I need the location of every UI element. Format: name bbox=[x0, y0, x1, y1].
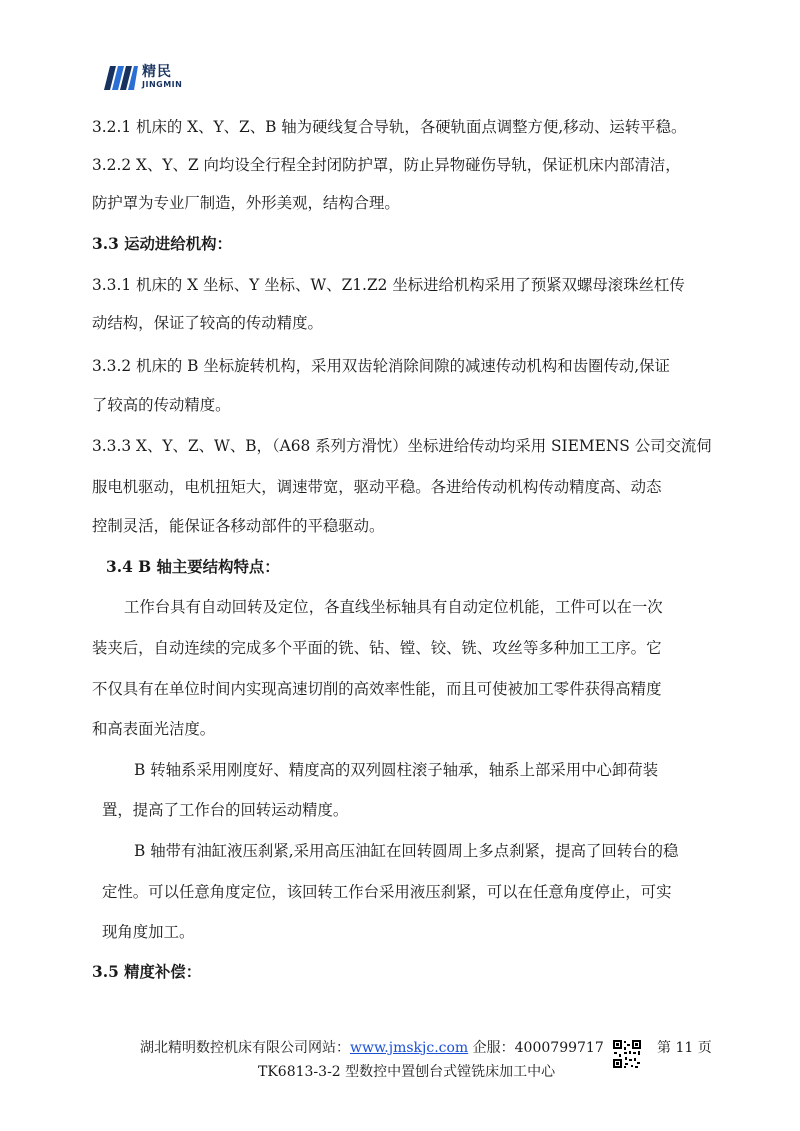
paragraph-3-4-a-line3: 不仅具有在单位时间内实现高速切削的高效率性能，而且可使被加工零件获得高精度 bbox=[92, 680, 662, 698]
paragraph-3-4-b-line1: B 转轴系采用刚度好、精度高的双列圆柱滚子轴承，轴系上部采用中心卸荷装 bbox=[134, 761, 659, 779]
heading-3-4: 3.4 B 轴主要结构特点： bbox=[106, 558, 280, 576]
company-logo bbox=[104, 60, 182, 94]
paragraph-3-4-a-line4: 和高表面光洁度。 bbox=[92, 720, 216, 738]
paragraph-3-3-3-line1: 3.3.3 X、Y、Z、W、B，（A68 系列方滑忱）坐标进给传动均采用 SIEMENS 公司交流伺 bbox=[92, 437, 712, 455]
footer-website-link[interactable]: www.jmskjc.com bbox=[350, 1040, 469, 1056]
paragraph-3-4-c-line2: 定性。可以任意角度定位，该回转工作台采用液压刹紧，可以在任意角度停止，可实 bbox=[102, 883, 672, 901]
paragraph-3-2-1: 3.2.1 机床的 X、Y、Z、B 轴为硬线复合导轨，各硬轨面点调整方便,移动、运转平稳。 bbox=[92, 118, 687, 136]
paragraph-3-3-3-line2: 服电机驱动，电机扭矩大，调速带宽，驱动平稳。各进给传动机构传动精度高、动态 bbox=[92, 478, 662, 496]
heading-3-3: 3.3 运动进给机构： bbox=[92, 235, 232, 253]
logo-text-cn: 精民 bbox=[142, 64, 172, 80]
paragraph-3-3-2-line2: 了较高的传动精度。 bbox=[92, 396, 231, 414]
paragraph-3-4-c-line3: 现角度加工。 bbox=[102, 923, 195, 941]
paragraph-3-4-c-line1: B 轴带有油缸液压刹紧,采用高压油缸在回转圆周上多点刹紧，提高了回转台的稳 bbox=[134, 842, 679, 860]
footer-company-name: 湖北精明数控机床有限公司网站： bbox=[140, 1040, 350, 1056]
qr-code-icon bbox=[612, 1039, 642, 1069]
footer-service-phone: 企服：4000799717 bbox=[468, 1040, 604, 1056]
logo-text-en: JINGMIN bbox=[142, 80, 183, 89]
footer-product-name: TK6813-3-2 型数控中置刨台式镗铣床加工中心 bbox=[258, 1064, 556, 1080]
page-number: 第 11 页 bbox=[657, 1040, 712, 1056]
paragraph-3-3-3-line3: 控制灵活，能保证各移动部件的平稳驱动。 bbox=[92, 517, 385, 535]
jingmin-logo-icon bbox=[104, 62, 138, 92]
heading-3-5: 3.5 精度补偿： bbox=[92, 963, 202, 981]
paragraph-3-3-2-line1: 3.3.2 机床的 B 坐标旋转机构，采用双齿轮消除间隙的减速传动机构和齿圈传动,保证 bbox=[92, 357, 670, 375]
paragraph-3-4-a-line2: 装夹后，自动连续的完成多个平面的铣、钻、镗、铰、铣、攻丝等多种加工工序。它 bbox=[92, 639, 662, 657]
paragraph-3-2-2-line1: 3.2.2 X、Y、Z 向均设全行程全封闭防护罩，防止异物碰伤导轨，保证机床内部清洁， bbox=[92, 156, 681, 174]
paragraph-3-3-1-line1: 3.3.1 机床的 X 坐标、Y 坐标、W、Z1.Z2 坐标进给机构采用了预紧双螺母滚珠丝杠传 bbox=[92, 276, 685, 294]
paragraph-3-3-1-line2: 动结构，保证了较高的传动精度。 bbox=[92, 314, 323, 332]
paragraph-3-4-a-line1: 工作台具有自动回转及定位，各直线坐标轴具有自动定位机能，工件可以在一次 bbox=[124, 598, 663, 616]
paragraph-3-4-b-line2: 置，提高了工作台的回转运动精度。 bbox=[102, 801, 349, 819]
paragraph-3-2-2-line2: 防护罩为专业厂制造，外形美观，结构合理。 bbox=[92, 194, 400, 212]
footer-company-line bbox=[140, 1037, 604, 1057]
